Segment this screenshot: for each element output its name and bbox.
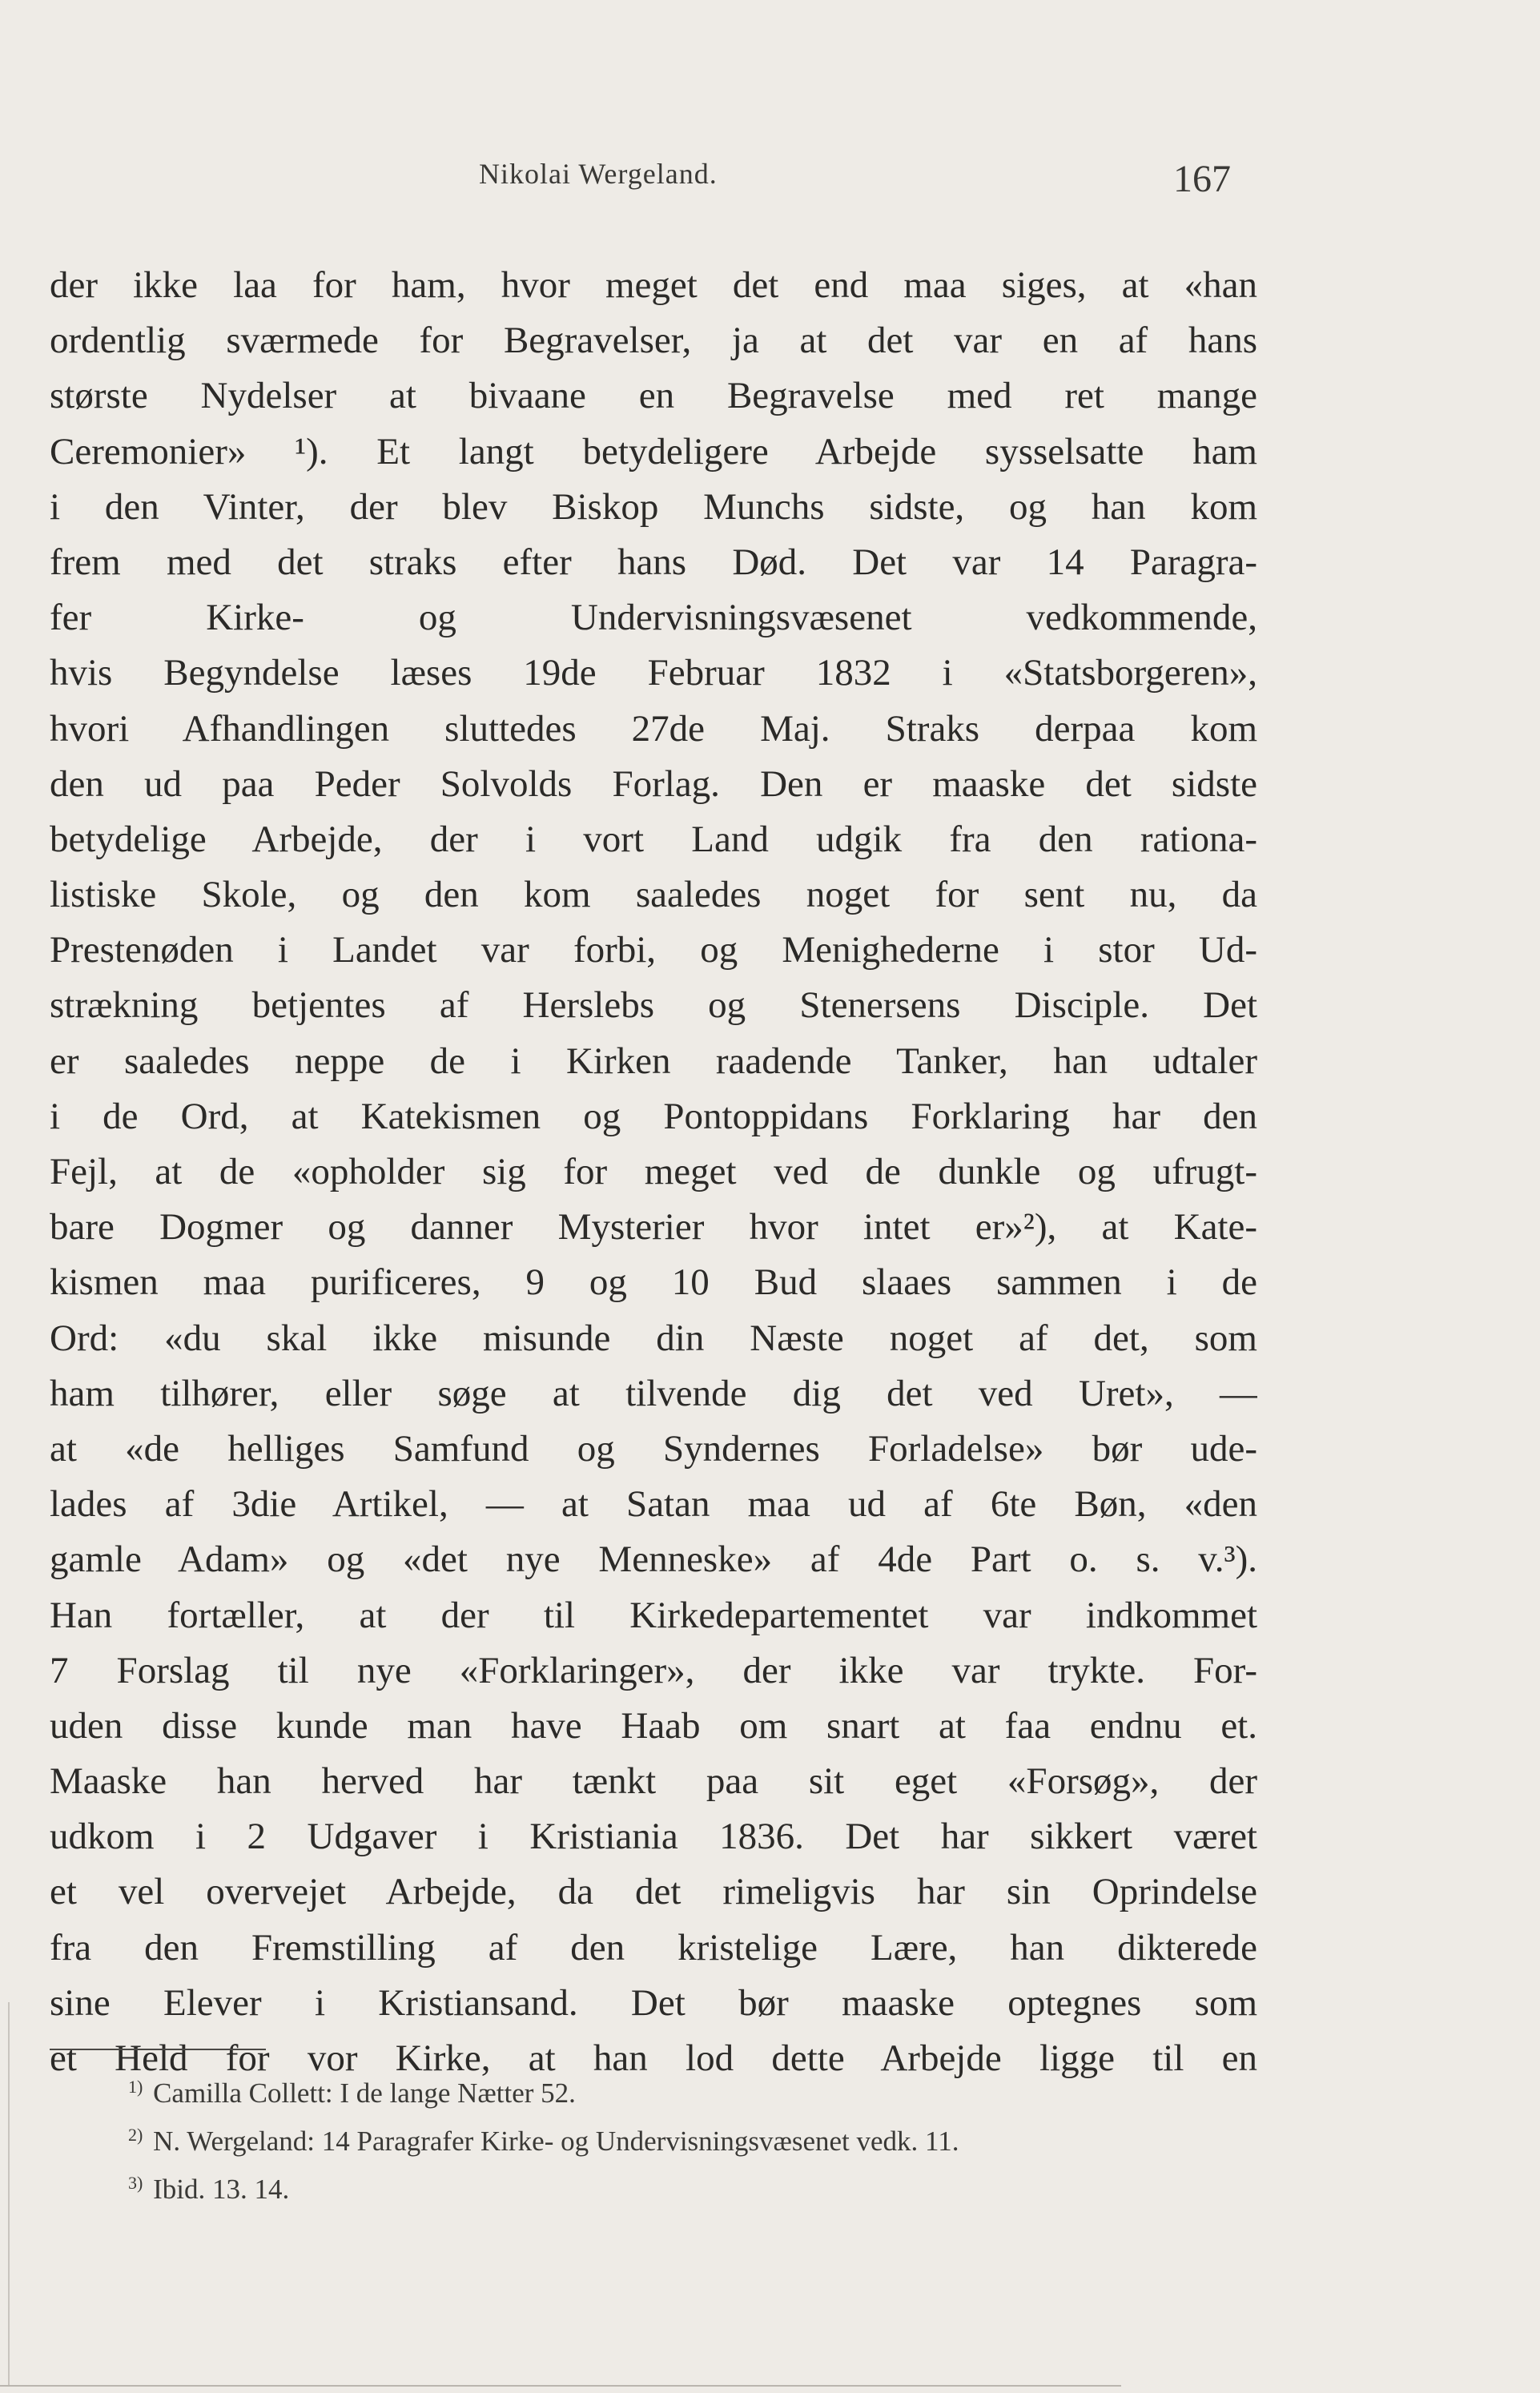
text-line: uden disse kunde man have Haab om snart at faa endnu et. [50,1704,1257,1747]
page-number: 167 [1173,158,1231,200]
text-line: Ceremonier» ¹). Et langt betydeligere Arbejde sysselsatte ham [50,430,1257,473]
text-line: lades af 3die Artikel, — at Satan maa ud af 6te Bøn, «den [50,1483,1257,1526]
footnote-divider [50,2049,266,2050]
text-line: gamle Adam» og «det nye Menneske» af 4de Part o. s. v.³). [50,1538,1257,1581]
footnote-marker: 3) [128,2173,143,2193]
text-line: betydelige Arbejde, der i vort Land udgik fra den rationa- [50,818,1257,860]
text-line: strækning betjentes af Herslebs og Stenersens Disciple. Det [50,984,1257,1027]
page-header [0,157,1540,221]
text-line: frem med det straks efter hans Død. Det var 14 Paragra- [50,541,1257,583]
running-head: Nikolai Wergeland. [479,158,718,190]
text-line: sine Elever i Kristiansand. Det bør maaske optegnes som [50,1981,1257,2024]
text-line: i den Vinter, der blev Biskop Munchs sidste, og han kom [50,485,1257,528]
footnote [128,2162,1257,2210]
text-line: 7 Forslag til nye «Forklaringer», der ikke var trykte. For- [50,1649,1257,1691]
text-line: største Nydelser at bivaane en Begravelse med ret mange [50,375,1257,417]
footnote-text: Ibid. 13. 14. [153,2174,290,2205]
text-line: bare Dogmer og danner Mysterier hvor intet er»²), at Kate- [50,1206,1257,1249]
text-line: udkom i 2 Udgaver i Kristiania 1836. Det har sikkert været [50,1816,1257,1858]
text-line: Prestenøden i Landet var forbi, og Menighederne i stor Ud- [50,929,1257,971]
text-line: er saaledes neppe de i Kirken raadende Tanker, han udtaler [50,1040,1257,1082]
text-line: Ord: «du skal ikke misunde din Næste noget af det, som [50,1317,1257,1359]
footnotes [128,2066,1257,2210]
scan-edge-mark [8,2002,10,2387]
footnote-marker: 1) [128,2077,143,2097]
text-line: fra den Fremstilling af den kristelige Lære, han dikterede [50,1926,1257,1969]
text-line: den ud paa Peder Solvolds Forlag. Den er maaske det sidste [50,762,1257,805]
body-text [50,258,1257,2086]
text-line: et Held for vor Kirke, at han lod dette Arbejde ligge til en [50,2037,1257,2079]
footnote [128,2066,1257,2114]
text-line: kismen maa purificeres, 9 og 10 Bud slaaes sammen i de [50,1261,1257,1304]
footnote-text: Camilla Collett: I de lange Nætter 52. [153,2077,576,2109]
text-line: Han fortæller, at der til Kirkedepartementet var indkommet [50,1594,1257,1636]
text-line: fer Kirke- og Undervisningsvæsenet vedkommende, [50,597,1257,639]
text-line: ordentlig sværmede for Begravelser, ja at det var en af hans [50,320,1257,362]
footnote-marker: 2) [128,2125,143,2145]
text-line: at «de helliges Samfund og Syndernes Forladelse» bør ude- [50,1427,1257,1470]
text-line: ham tilhører, eller søge at tilvende dig det ved Uret», — [50,1372,1257,1414]
text-line: i de Ord, at Katekismen og Pontoppidans Forklaring har den [50,1095,1257,1137]
text-line: Fejl, at de «opholder sig for meget ved de dunkle og ufrugt- [50,1151,1257,1192]
footnote [128,2114,1257,2162]
footnote-text: N. Wergeland: 14 Paragrafer Kirke- og Undervisningsvæsenet vedk. 11. [153,2126,959,2157]
text-line: der ikke laa for ham, hvor meget det end maa siges, at «han [50,264,1257,306]
text-line: hvori Afhandlingen sluttedes 27de Maj. Straks derpaa kom [50,707,1257,750]
text-line: hvis Begyndelse læses 19de Februar 1832 i «Statsborgeren», [50,652,1257,694]
scan-bottom-edge [0,2385,1121,2387]
text-line: listiske Skole, og den kom saaledes noget for sent nu, da [50,874,1257,916]
text-line: et vel overvejet Arbejde, da det rimeligvis har sin Oprindelse [50,1871,1257,1913]
text-line: Maaske han herved har tænkt paa sit eget «Forsøg», der [50,1760,1257,1803]
